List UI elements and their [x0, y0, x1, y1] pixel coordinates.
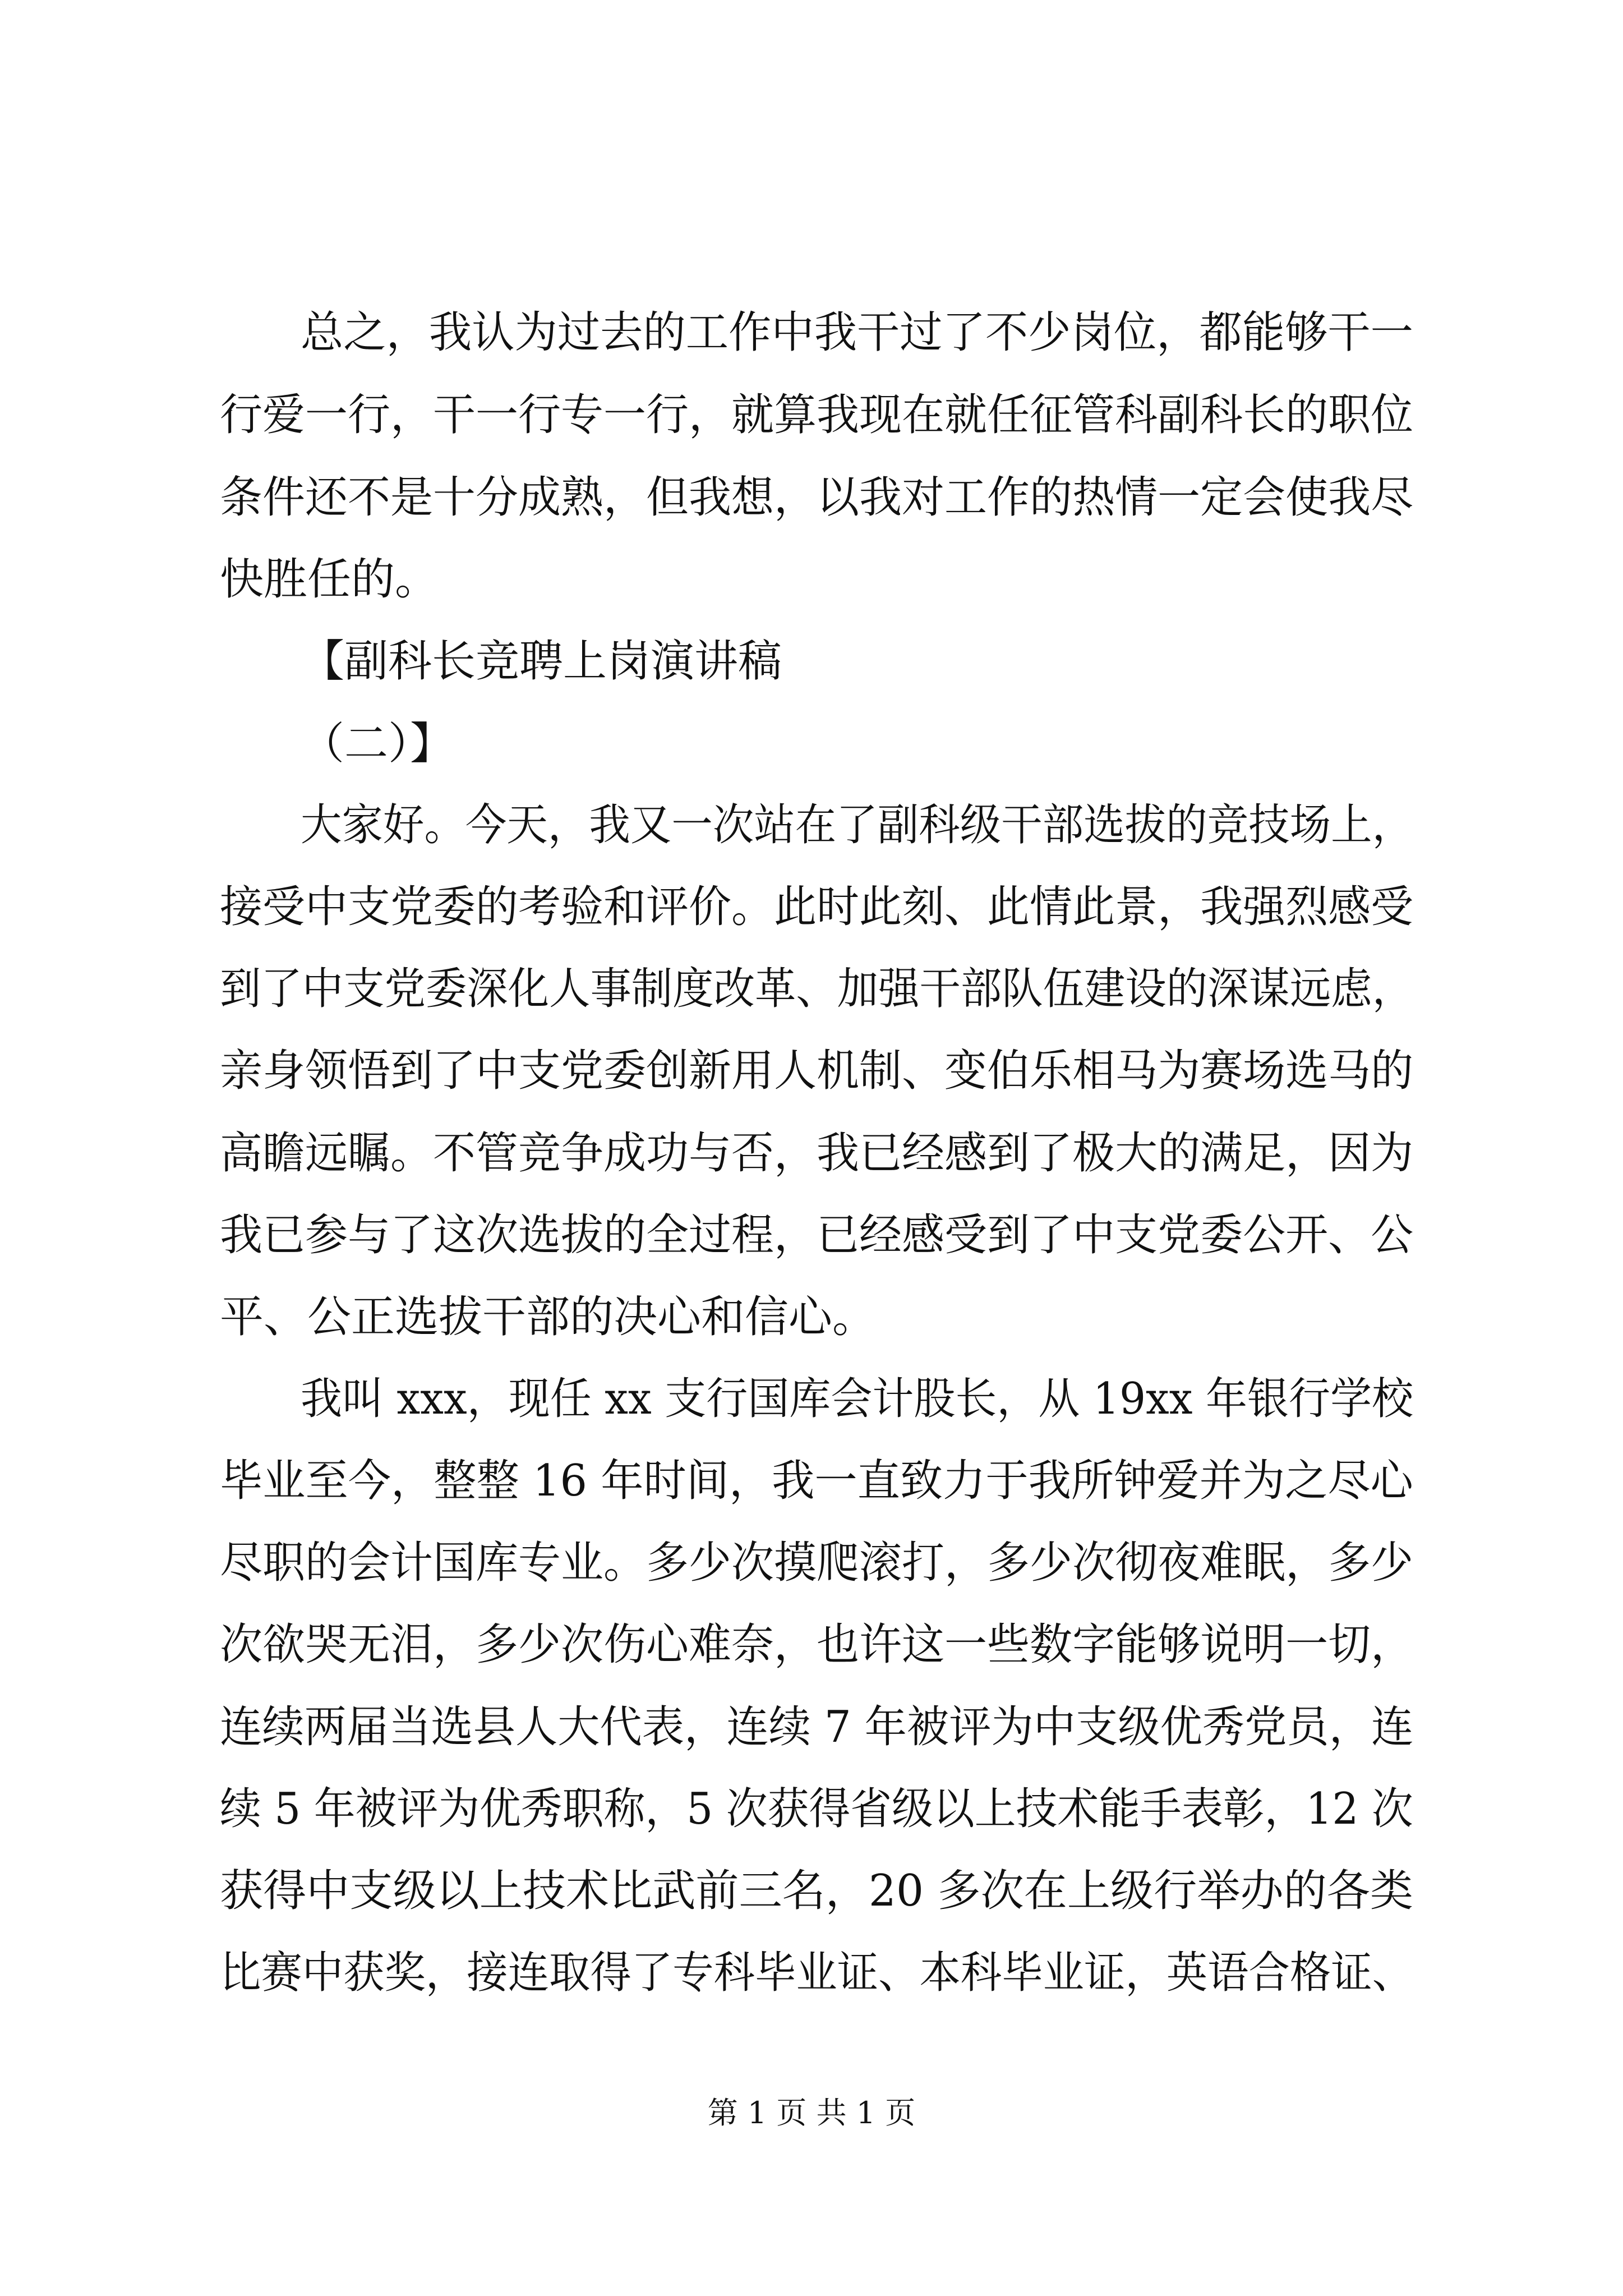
text-line: 续 5 年被评为优秀职称，5 次获得省级以上技术能手表彰，12 次	[220, 1784, 1413, 1834]
text-line: 快胜任的。	[220, 554, 439, 605]
text-line: 次欲哭无泪，多少次伤心难奈，也许这一些数字能够说明一切，	[220, 1619, 1414, 1670]
text-line: 到了中支党委深化人事制度改革、加强干部队伍建设的深谋远虑，	[220, 964, 1414, 1014]
text-line: 尽职的会计国库专业。多少次摸爬滚打，多少次彻夜难眠，多少	[220, 1538, 1414, 1588]
text-line: 比赛中获奖，接连取得了专科毕业证、本科毕业证，英语合格证、	[220, 1948, 1414, 1998]
page-footer: 第 1 页 共 1 页	[707, 2095, 916, 2131]
section-heading: （二）】	[301, 719, 454, 769]
text-line: 大家好。今天，我又一次站在了副科级干部选拔的竞技场上，	[301, 800, 1414, 850]
text-line: 获得中支级以上技术比武前三名，20 多次在上级行举办的各类	[220, 1866, 1413, 1916]
text-line: 平、公正选拔干部的决心和信心。	[220, 1292, 877, 1342]
text-line: 我已参与了这次选拔的全过程，已经感受到了中支党委公开、公	[220, 1210, 1414, 1260]
text-line: 条件还不是十分成熟，但我想，以我对工作的热情一定会使我尽	[220, 472, 1414, 523]
text-line: 我叫 xxx，现任 xx 支行国库会计股长，从 19xx 年银行学校	[301, 1374, 1414, 1424]
text-line: 总之，我认为过去的工作中我干过了不少岗位，都能够干一	[301, 307, 1414, 358]
text-line: 高瞻远瞩。不管竞争成功与否，我已经感到了极大的满足，因为	[220, 1128, 1414, 1179]
text-line: 行爱一行，干一行专一行，就算我现在就任征管科副科长的职位	[220, 390, 1414, 440]
text-line: 接受中支党委的考验和评价。此时此刻、此情此景，我强烈感受	[220, 882, 1414, 932]
text-line: 毕业至今，整整 16 年时间，我一直致力于我所钟爱并为之尽心	[220, 1456, 1413, 1506]
section-heading: 【副科长竞聘上岗演讲稿	[301, 636, 782, 687]
text-line: 连续两届当选县人大代表，连续 7 年被评为中支级优秀党员，连	[220, 1702, 1414, 1752]
text-line: 亲身领悟到了中支党委创新用人机制、变伯乐相马为赛场选马的	[220, 1046, 1414, 1096]
